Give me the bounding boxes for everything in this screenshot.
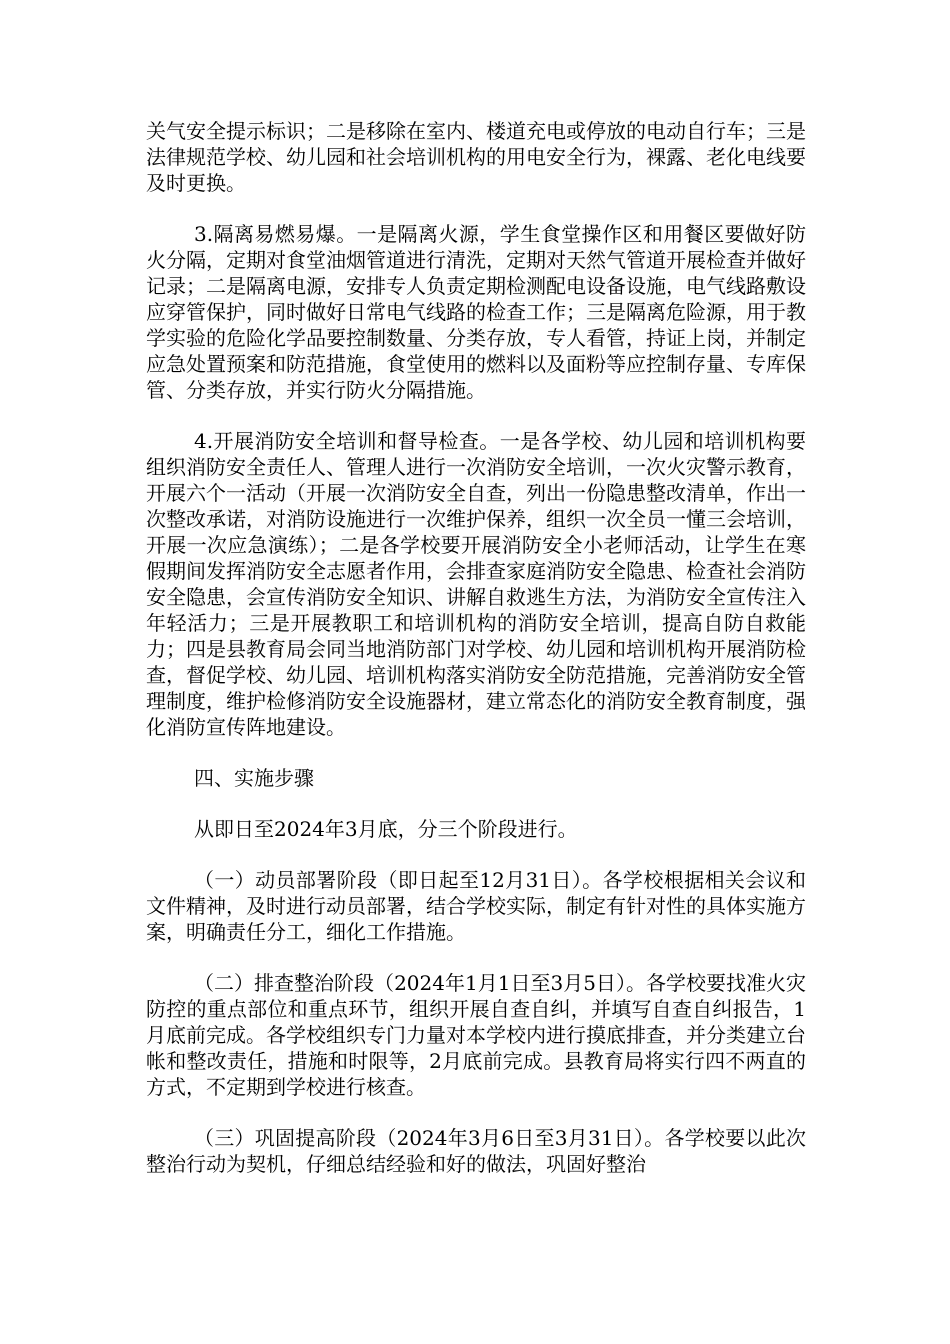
paragraph-stage-one: （一）动员部署阶段（即日起至12月31日）。各学校根据相关会议和文件精神，及时进行动员部署，结合学校实际，制定有针对性的具体实施方案，明确责任分工，细化工作措施。	[146, 868, 806, 944]
paragraph-stage-three: （三）巩固提高阶段（2024年3月6日至3月31日）。各学校要以此次整治行动为契机，仔细总结经验和好的做法，巩固好整治	[146, 1126, 806, 1176]
paragraph-continuation: 关气安全提示标识；二是移除在室内、楼道充电或停放的电动自行车；三是法律规范学校、幼儿园和社会培训机构的用电安全行为，裸露、老化电线要及时更换。	[146, 119, 806, 195]
document-page	[146, 118, 806, 1202]
paragraph-stage-two: （二）排查整治阶段（2024年1月1日至3月5日）。各学校要找准火灾防控的重点部位和重点环节，组织开展自查自纠，并填写自查自纠报告，1月底前完成。各学校组织专门力量对本学校内进行摸底排查，并分类建立台帐和整改责任，措施和时限等，2月底前完成。县教育局将实行四不两直的方式，不定期到学校进行核查。	[146, 971, 806, 1099]
section-heading-implementation-steps: 四、实施步骤	[194, 766, 314, 790]
paragraph-fire-training: 4.开展消防安全培训和督导检查。一是各学校、幼儿园和培训机构要组织消防安全责任人、管理人进行一次消防安全培训，一次火灾警示教育，开展六个一活动（开展一次消防安全自查，列出一份隐患整改清单，作出一次整改承诺，对消防设施进行一次维护保养，组织一次全员一懂三会培训，开展一次应急演练）；二是各学校要开展消防安全小老师活动，让学生在寒假期间发挥消防安全志愿者作用，会排查家庭消防安全隐患、检查社会消防安全隐患，会宣传消防安全知识、讲解自救逃生方法，为消防安全宣传注入年轻活力；三是开展教职工和培训机构的消防安全培训，提高自防自救能力；四是县教育局会同当地消防部门对学校、幼儿园和培训机构开展消防检查，督促学校、幼儿园、培训机构落实消防安全防范措施，完善消防安全管理制度，维护检修消防安全设施器材，建立常态化的消防安全教育制度，强化消防宣传阵地建设。	[146, 429, 806, 739]
paragraph-timeline: 从即日至2024年3月底，分三个阶段进行。	[194, 817, 578, 841]
paragraph-isolate-flammables: 3.隔离易燃易爆。一是隔离火源，学生食堂操作区和用餐区要做好防火分隔，定期对食堂油烟管道进行清洗，定期对天然气管道开展检查并做好记录；二是隔离电源，安排专人负责定期检测配电设备设施，电气线路敷设应穿管保护，同时做好日常电气线路的检查工作；三是隔离危险源，用于教学实验的危险化学品要控制数量、分类存放，专人看管，持证上岗，并制定应急处置预案和防范措施，食堂使用的燃料以及面粉等应控制存量、专库保管、分类存放，并实行防火分隔措施。	[146, 222, 806, 402]
